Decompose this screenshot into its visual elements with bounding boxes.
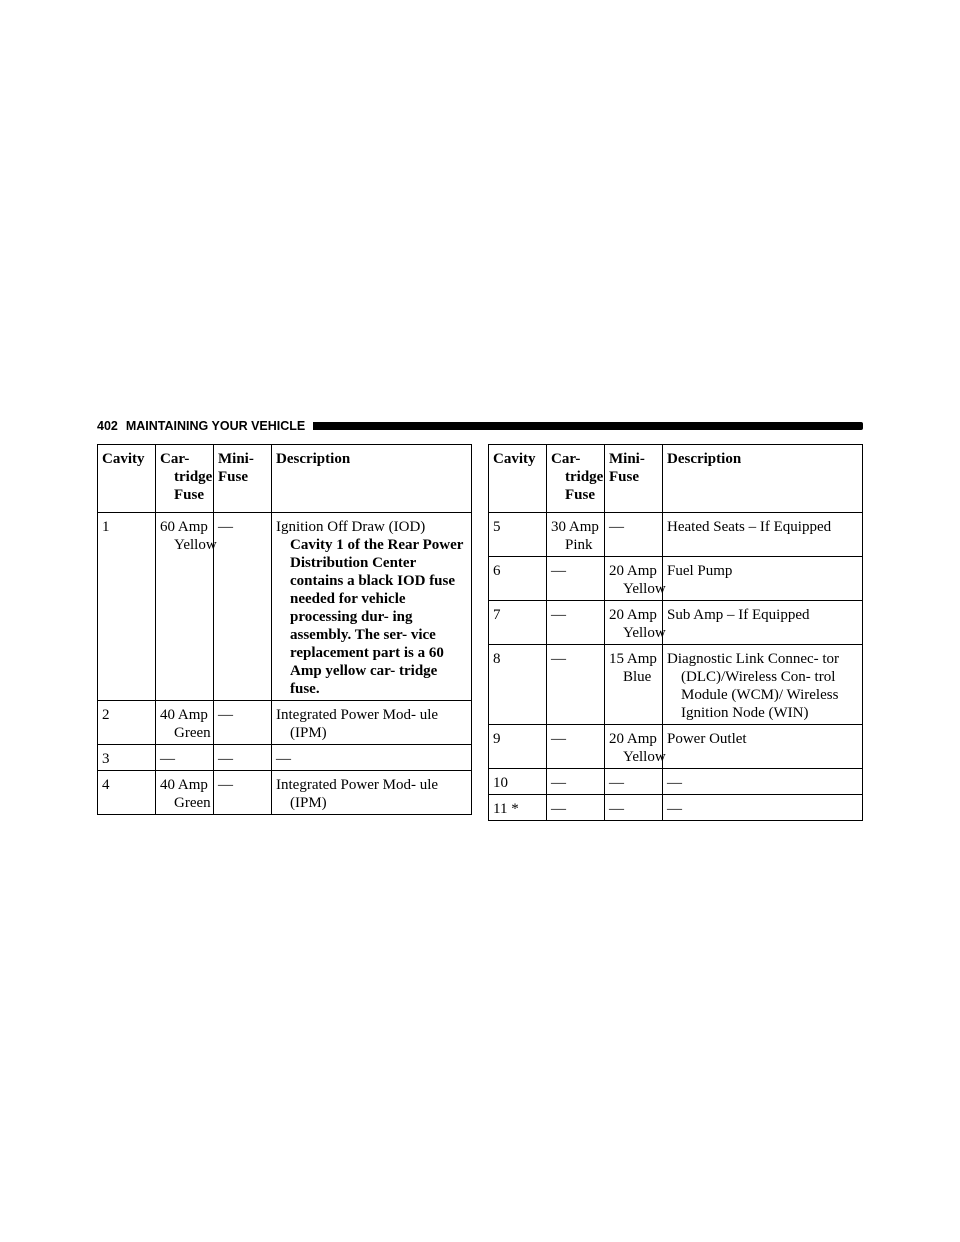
description-cell: Sub Amp – If Equipped [663,601,863,645]
description-cell: — [272,745,472,771]
description-note: Cavity 1 of the Rear Power Distribution Center contains a black IOD fuse needed for vehicle processing dur- ing assembly. The ser- vice replacement part is a 60 Amp yellow car- tridge fuse. [290,537,464,697]
header-description: Description [663,445,863,513]
mini-fuse-cell: — [605,795,663,821]
cartridge-fuse-cell: — [547,601,605,645]
page-header [97,418,863,434]
description-cell: Fuel Pump [663,557,863,601]
cavity-cell: 9 [489,725,547,769]
table-header-row [489,445,863,513]
header-cartridge-fuse: Car- tridge Fuse [547,445,605,513]
mini-fuse-cell: 20 Amp Yellow [605,725,663,769]
header-description: Description [272,445,472,513]
mini-fuse-cell: — [214,513,272,701]
cartridge-fuse-cell: 60 Amp Yellow [156,513,214,701]
header-cartridge-fuse: Car- tridge Fuse [156,445,214,513]
cavity-cell: 4 [98,771,156,815]
header-cavity: Cavity [98,445,156,513]
cartridge-fuse-cell: — [547,645,605,725]
section-title: MAINTAINING YOUR VEHICLE [125,419,306,433]
mini-fuse-cell: 20 Amp Yellow [605,557,663,601]
cartridge-fuse-cell: 40 Amp Green [156,701,214,745]
cartridge-fuse-cell: 40 Amp Green [156,771,214,815]
table-row [489,601,863,645]
table-row [489,725,863,769]
cartridge-fuse-cell: — [547,557,605,601]
mini-fuse-cell: — [214,701,272,745]
cartridge-fuse-cell: 30 Amp Pink [547,513,605,557]
header-rule [313,422,863,430]
table-row [98,701,472,745]
cavity-cell: 1 [98,513,156,701]
mini-fuse-cell: 15 Amp Blue [605,645,663,725]
table-row [98,771,472,815]
cavity-cell: 7 [489,601,547,645]
cavity-cell: 10 [489,769,547,795]
description-cell: Power Outlet [663,725,863,769]
fuse-table-right [488,444,863,821]
fuse-table-left [97,444,472,815]
cavity-cell: 8 [489,645,547,725]
mini-fuse-cell: — [214,745,272,771]
description-cell: Heated Seats – If Equipped [663,513,863,557]
table-row [98,745,472,771]
table-row [489,557,863,601]
cavity-cell: 5 [489,513,547,557]
mini-fuse-cell: — [605,769,663,795]
cartridge-fuse-cell: — [547,795,605,821]
description-cell: Ignition Off Draw (IOD) Cavity 1 of the Rear Power Distribution Center contains a black IOD fuse needed for vehicle processing dur- ing assembly. The ser- vice replacement part is a 60 Amp yellow car- tridge fuse. [272,513,472,701]
table-header-row [98,445,472,513]
header-cavity: Cavity [489,445,547,513]
cartridge-fuse-cell: — [547,769,605,795]
cavity-cell: 6 [489,557,547,601]
cavity-cell: 3 [98,745,156,771]
description-cell: Integrated Power Mod- ule (IPM) [272,701,472,745]
cavity-cell: 2 [98,701,156,745]
mini-fuse-cell: — [214,771,272,815]
table-row [489,513,863,557]
cavity-cell: 11 * [489,795,547,821]
mini-fuse-cell: 20 Amp Yellow [605,601,663,645]
header-mini-fuse: Mini- Fuse [214,445,272,513]
table-row [98,513,472,701]
description-cell: — [663,769,863,795]
table-row [489,769,863,795]
cartridge-fuse-cell: — [547,725,605,769]
table-row [489,645,863,725]
page-number: 402 [97,419,118,433]
description-cell: — [663,795,863,821]
description-cell: Integrated Power Mod- ule (IPM) [272,771,472,815]
table-row [489,795,863,821]
cartridge-fuse-cell: — [156,745,214,771]
mini-fuse-cell: — [605,513,663,557]
description-cell: Diagnostic Link Connec- tor (DLC)/Wireless Con- trol Module (WCM)/ Wireless Ignition Node (WIN) [663,645,863,725]
header-mini-fuse: Mini- Fuse [605,445,663,513]
